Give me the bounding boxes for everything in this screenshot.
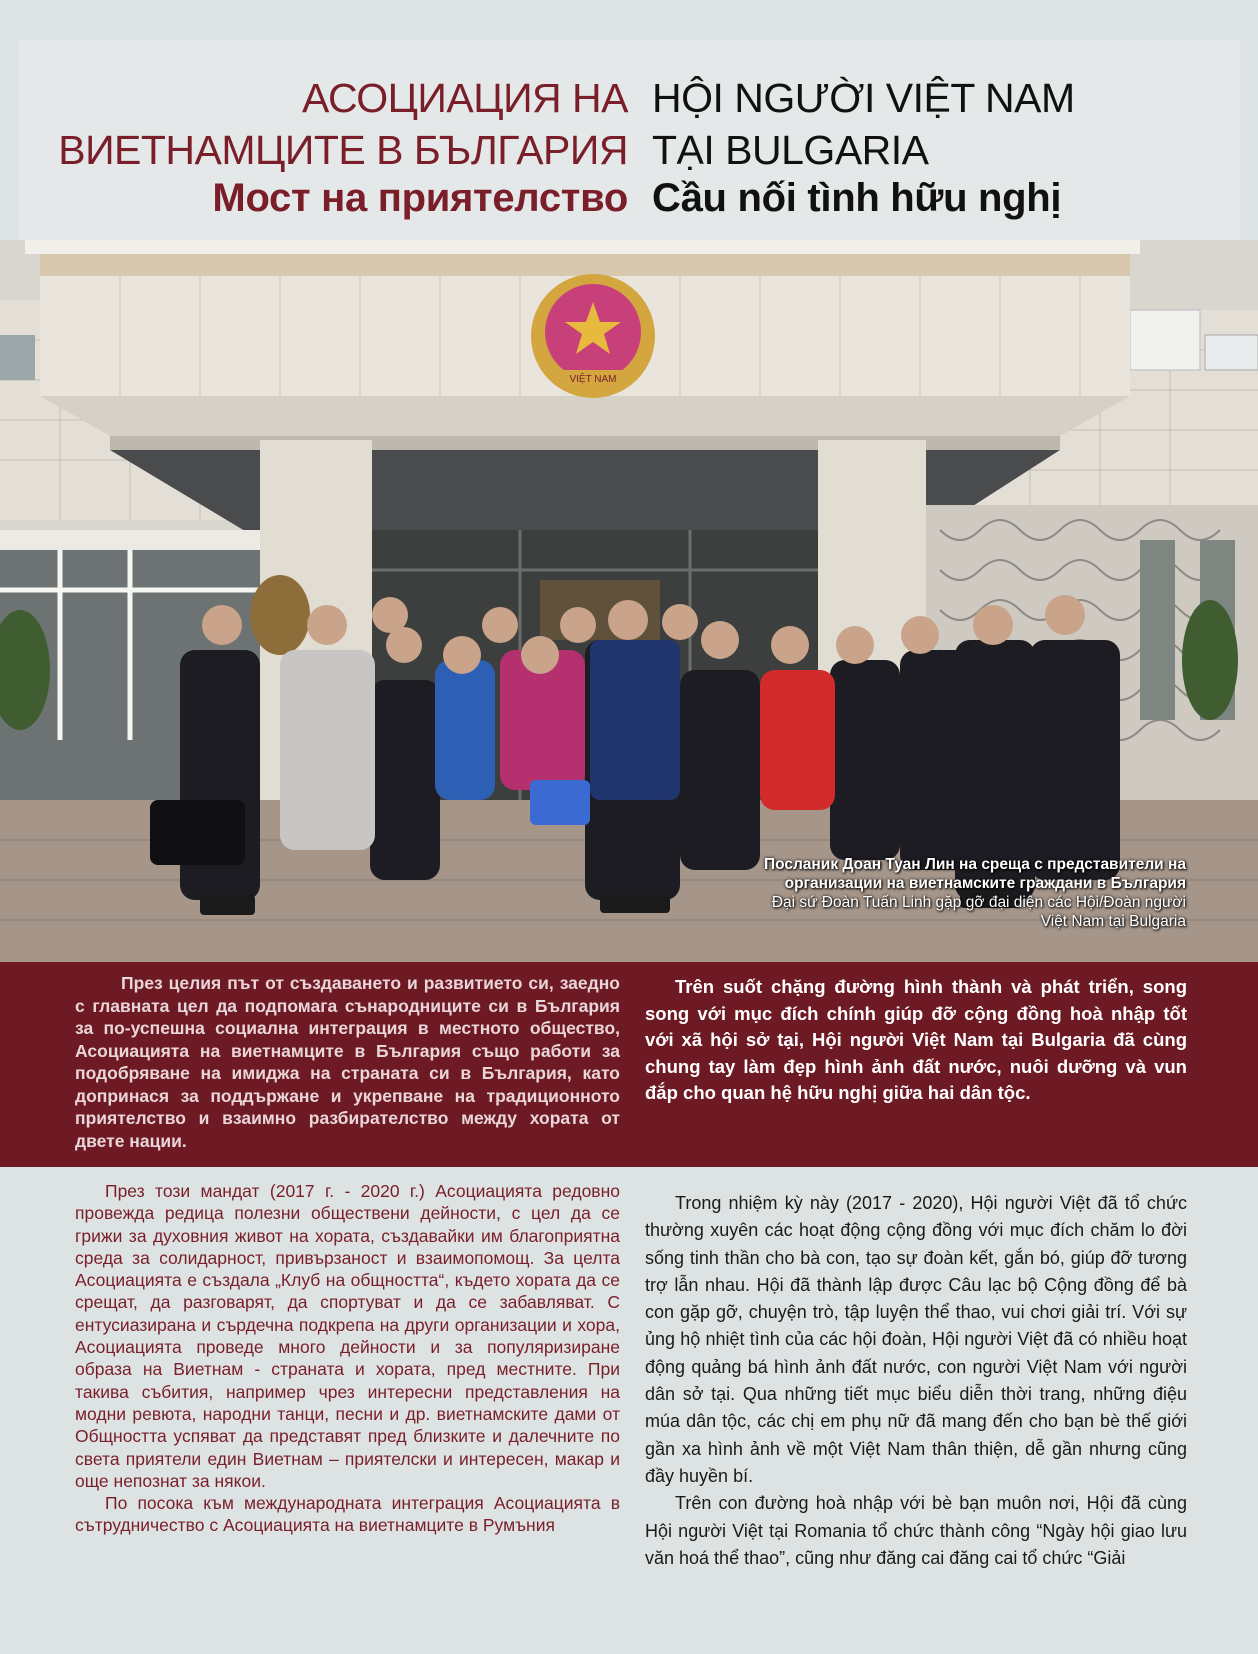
body-bg-paragraph-1: През този мандат (2017 г. - 2020 г.) Асоциацията редовно провежда редица полезни обществени дейности, с цел да се грижи за духовния живот на хората, създавайки им благоприятна среда за солидарност, привързаност и взаимопомощ. За целта Асоциацията е създала „Клуб на общността“, където хората да се срещат, да разговарят, да спортуват и да се забавляват. С ентусиазирана и сърдечна подкрепа на други организации и хора, Асоциацията проведе много дейности и за популяризиране образа на Виетнам - страната и хората, пред местните. При такива събития, например чрез интересни представления на модни ревюта, народни танци, песни и др. виетнамските дами от Общността успяват да представят пред близките и далечните по света приятели един Виетнам – приятелски и интересен, макар и още непознат за някои. (75, 1181, 620, 1491)
subtitle-bulgarian: Мост на приятелство (212, 176, 628, 220)
caption-bg-line1: Посланик Доан Туан Лин на среща с представители на (763, 856, 1186, 873)
embassy-group-photo (0, 240, 1258, 962)
body-bg-paragraph-2: По посока към международната интеграция Асоциацията в сътрудничество с Асоциацията на виетнамците в Румъния (75, 1493, 620, 1536)
title-bg-line2: ВИЕТНАМЦИТЕ В БЪЛГАРИЯ (58, 127, 628, 173)
caption-bg-line2: организации на виетнамските граждани в България (784, 875, 1186, 892)
vietnam-emblem-icon (531, 274, 655, 398)
body-vi-paragraph-2: Trên con đường hoà nhập với bè bạn muôn nơi, Hội đã cùng Hội người Việt tại Romania tổ chức thành công “Ngày hội giao lưu văn hoá thể thao”, cũng như đăng cai đăng cai tổ chức “Giải (645, 1493, 1187, 1568)
lead-bulgarian: През целия път от създаването и развитието си, заедно с главната цел да подпомага сънародниците си в България за по-успешна социална интеграция в местното общество, Асоциацията на виетнамците в България също работи за подобряване на имиджа на страната си в България, като допринася за поддържане и укрепване на традиционното приятелство и взаимно разбирателство между хората от двете нации. (75, 973, 620, 1151)
title-vi-line2: TẠI BULGARIA (652, 127, 929, 173)
body-vi-paragraph-1: Trong nhiệm kỳ này (2017 - 2020), Hội người Việt đã tổ chức thường xuyên các hoạt động cộng đồng với mục đích chăm lo đời sống tinh thần cho bà con, tạo sự đoàn kết, gắn bó, giúp đỡ tương trợ lẫn nhau. Hội đã thành lập được Câu lạc bộ Cộng đồng để bà con gặp gỡ, chuyện trò, tập luyện thể thao, vui chơi giải trí. Với sự ủng hộ nhiệt tình của các hội đoàn, Hội người Việt đã có nhiều hoạt động quảng bá hình ảnh đất nước, con người Việt Nam với người dân sở tại. Qua những tiết mục biểu diễn thời trang, những điệu múa dân tộc, các chị em phụ nữ đã mang đến cho bạn bè thế giới gần xa hình ảnh về một Việt Nam thân thiện, dễ gần nhưng cũng đầy huyền bí. (645, 1193, 1187, 1486)
subtitle-vietnamese: Cầu nối tình hữu nghị (652, 176, 1062, 220)
title-bulgarian (58, 72, 628, 176)
caption-vi-line1: Đại sứ Đoàn Tuấn Linh gặp gỡ đại diện các Hội/Đoàn người (771, 894, 1186, 911)
photo-caption (764, 855, 1186, 931)
title-vi-line1: HỘI NGƯỜI VIỆT NAM (652, 75, 1075, 121)
svg-text:VIỆT NAM: VIỆT NAM (569, 374, 617, 385)
caption-vi-line2: Việt Nam tại Bulgaria (1040, 913, 1186, 930)
title-vietnamese (652, 72, 1075, 176)
body-bulgarian (75, 1180, 620, 1537)
body-vietnamese (645, 1190, 1187, 1572)
title-bg-line1: АСОЦИАЦИЯ НА (302, 75, 628, 121)
lead-vietnamese: Trên suốt chặng đường hình thành và phát triển, song song với mục đích chính giúp đỡ cộng đồng hoà nhập tốt với xã hội sở tại, Hội người Việt Nam tại Bulgaria đã cùng chung tay làm đẹp hình ảnh đất nước, nuôi dưỡng và vun đắp cho quan hệ hữu nghị giữa hai dân tộc. (645, 976, 1187, 1103)
